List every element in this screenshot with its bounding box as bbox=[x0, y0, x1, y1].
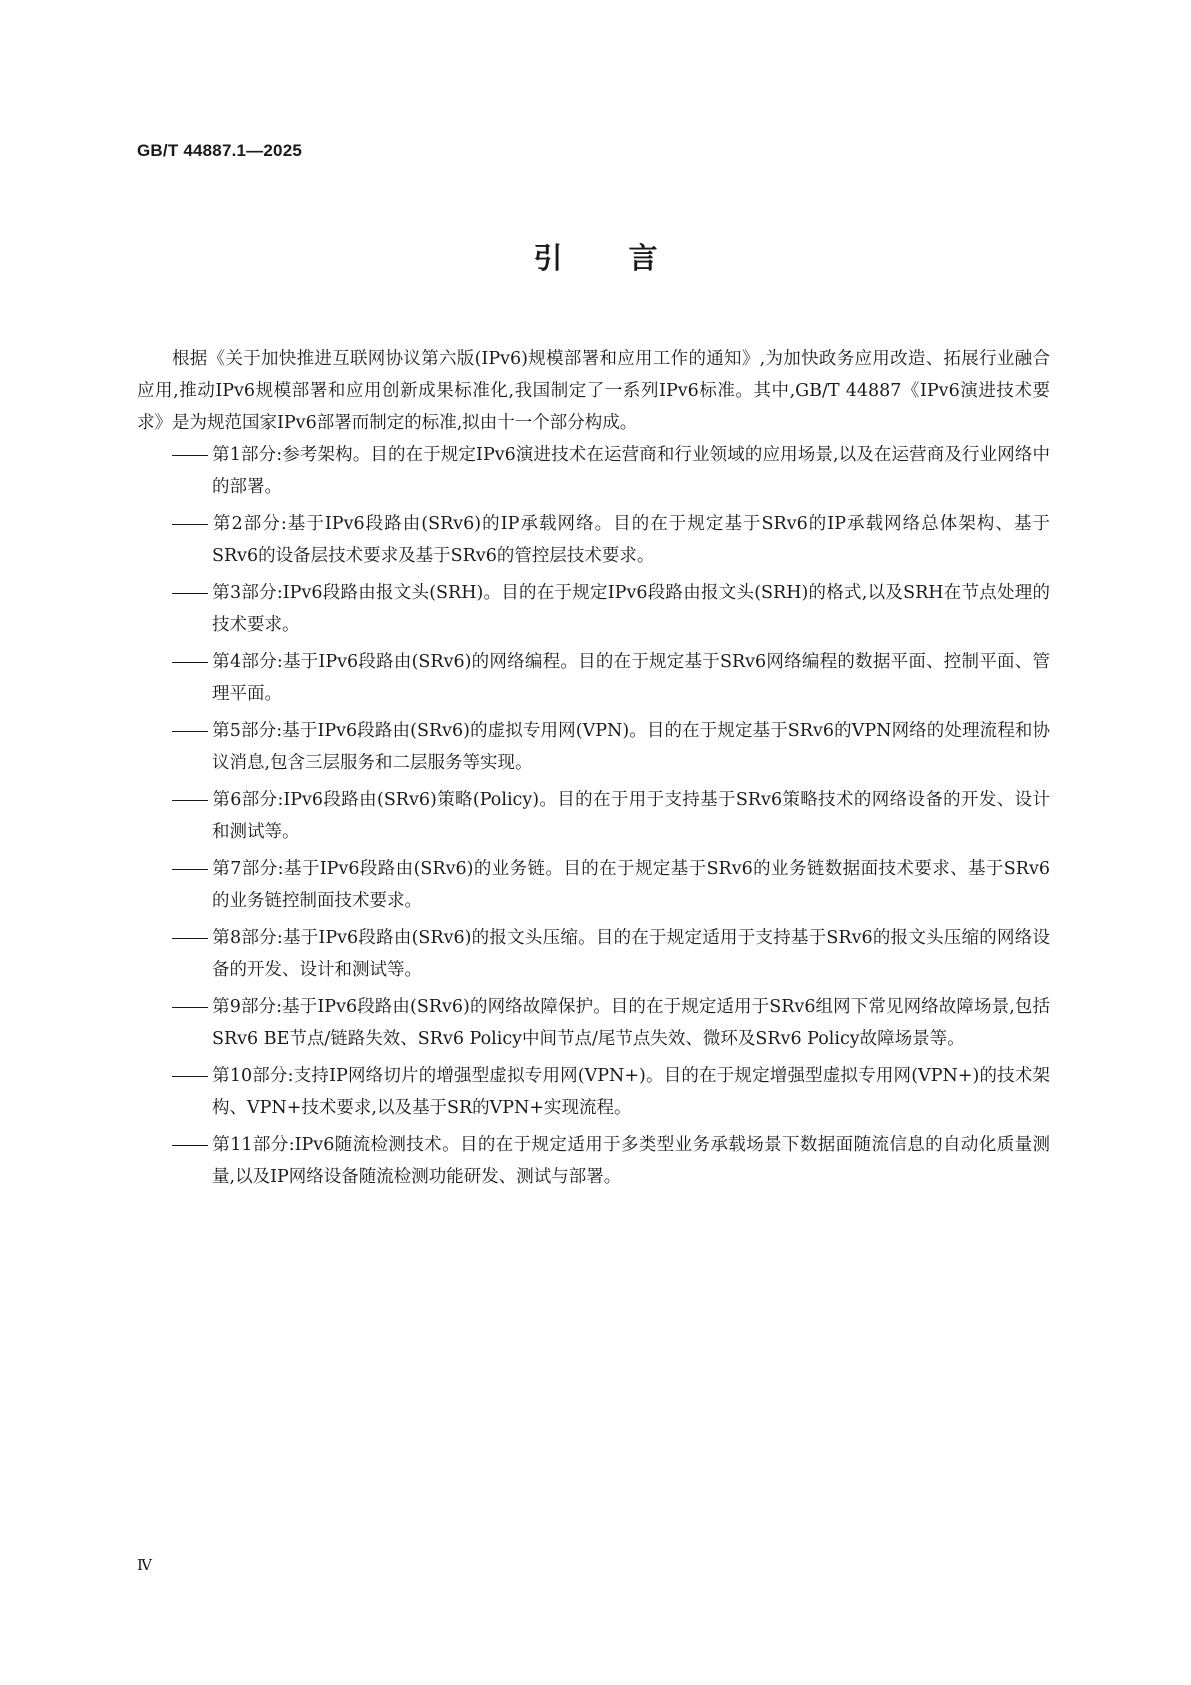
dash-marker bbox=[172, 715, 212, 747]
list-item bbox=[137, 922, 1050, 986]
list-item-text: 第8部分:基于IPv6段路由(SRv6)的报文头压缩。目的在于规定适用于支持基于SRv6的报文头压缩的网络设备的开发、设计和测试等。 bbox=[212, 928, 1050, 980]
list-item-text: 第7部分:基于IPv6段路由(SRv6)的业务链。目的在于规定基于SRv6的业务链数据面技术要求、基于SRv6的业务链控制面技术要求。 bbox=[212, 859, 1050, 911]
dash-marker bbox=[172, 1060, 212, 1092]
dash-marker bbox=[172, 508, 212, 540]
list-item bbox=[137, 853, 1050, 917]
dash-marker bbox=[172, 853, 212, 885]
parts-list bbox=[137, 439, 1050, 1193]
main-content bbox=[137, 343, 1050, 1198]
list-item bbox=[137, 646, 1050, 710]
list-item-text: 第10部分:支持IP网络切片的增强型虚拟专用网(VPN+)。目的在于规定增强型虚拟专用网(VPN+)的技术架构、VPN+技术要求,以及基于SR的VPN+实现流程。 bbox=[212, 1066, 1050, 1118]
list-item bbox=[137, 784, 1050, 848]
list-item bbox=[137, 577, 1050, 641]
document-code: GB/T 44887.1—2025 bbox=[137, 141, 302, 160]
dash-marker bbox=[172, 991, 212, 1023]
dash-marker bbox=[172, 439, 212, 471]
page-number: Ⅳ bbox=[137, 1556, 152, 1574]
intro-paragraph: 根据《关于加快推进互联网协议第六版(IPv6)规模部署和应用工作的通知》,为加快政务应用改造、拓展行业融合应用,推动IPv6规模部署和应用创新成果标准化,我国制定了一系列IPv6标准。其中,GB/T 44887《IPv6演进技术要求》是为规范国家IPv6部署而制定的标准,拟由十一个部分构成。 bbox=[137, 349, 1050, 433]
list-item bbox=[137, 991, 1050, 1055]
list-item-text: 第11部分:IPv6随流检测技术。目的在于规定适用于多类型业务承载场景下数据面随流信息的自动化质量测量,以及IP网络设备随流检测功能研发、测试与部署。 bbox=[212, 1135, 1050, 1187]
list-item-text: 第9部分:基于IPv6段路由(SRv6)的网络故障保护。目的在于规定适用于SRv6组网下常见网络故障场景,包括SRv6 BE节点/链路失效、SRv6 Policy中间节点/尾节点失效、微环及SRv6 Policy故障场景等。 bbox=[212, 997, 1050, 1049]
list-item bbox=[137, 508, 1050, 572]
dash-marker bbox=[172, 784, 212, 816]
dash-marker bbox=[172, 577, 212, 609]
list-item bbox=[137, 1060, 1050, 1124]
page-title: 引言 bbox=[533, 241, 724, 275]
list-item bbox=[137, 715, 1050, 779]
list-item-text: 第5部分:基于IPv6段路由(SRv6)的虚拟专用网(VPN)。目的在于规定基于SRv6的VPN网络的处理流程和协议消息,包含三层服务和二层服务等实现。 bbox=[212, 721, 1050, 773]
dash-marker bbox=[172, 922, 212, 954]
list-item-text: 第3部分:IPv6段路由报文头(SRH)。目的在于规定IPv6段路由报文头(SRH)的格式,以及SRH在节点处理的技术要求。 bbox=[212, 583, 1050, 635]
list-item-text: 第2部分:基于IPv6段路由(SRv6)的IP承载网络。目的在于规定基于SRv6的IP承载网络总体架构、基于SRv6的设备层技术要求及基于SRv6的管控层技术要求。 bbox=[212, 514, 1050, 566]
list-item bbox=[137, 439, 1050, 503]
list-item-text: 第6部分:IPv6段路由(SRv6)策略(Policy)。目的在于用于支持基于SRv6策略技术的网络设备的开发、设计和测试等。 bbox=[212, 790, 1050, 842]
dash-marker bbox=[172, 1129, 212, 1161]
list-item-text: 第1部分:参考架构。目的在于规定IPv6演进技术在运营商和行业领域的应用场景,以及在运营商及行业网络中的部署。 bbox=[212, 445, 1050, 497]
list-item bbox=[137, 1129, 1050, 1193]
list-item-text: 第4部分:基于IPv6段路由(SRv6)的网络编程。目的在于规定基于SRv6网络编程的数据平面、控制平面、管理平面。 bbox=[212, 652, 1050, 704]
dash-marker bbox=[172, 646, 212, 678]
